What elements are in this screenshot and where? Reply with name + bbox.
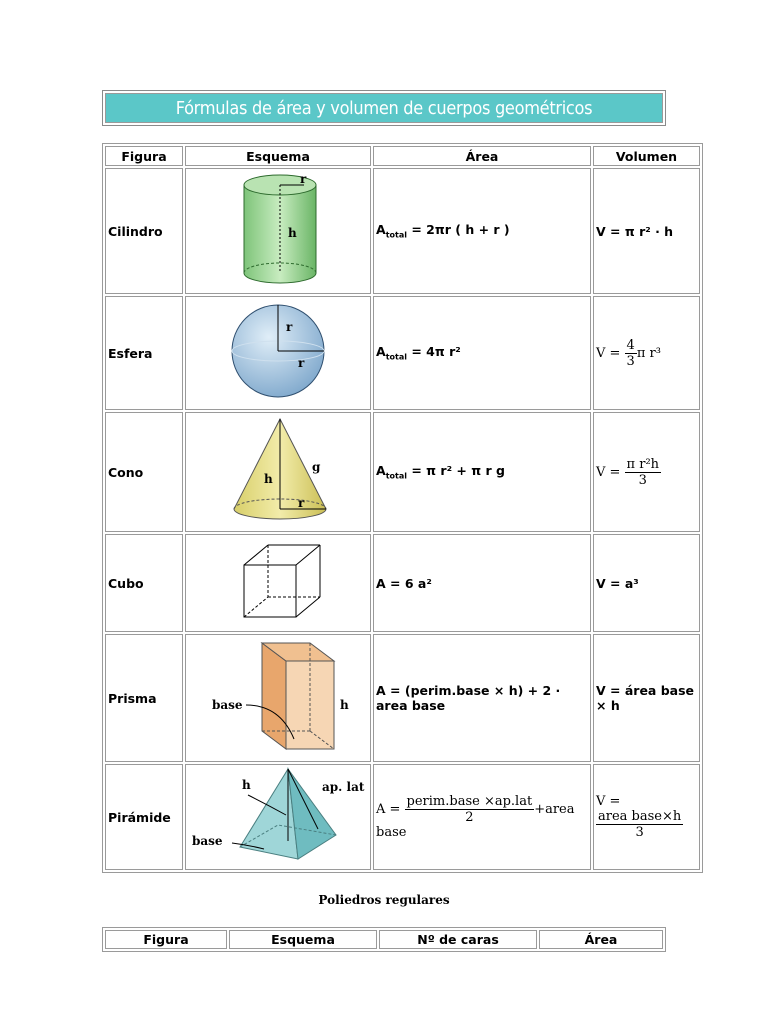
prism-diagram: [185, 634, 371, 762]
table-row: [105, 296, 700, 410]
header-caras: Nº de caras: [379, 930, 537, 949]
label-g: g: [312, 460, 321, 474]
page-title: Fórmulas de área y volumen de cuerpos geométricos: [105, 93, 663, 123]
volume-formula: V = $\frac{\text{π r²h}}{3}$: [593, 412, 700, 532]
figure-name: Cilindro: [105, 168, 183, 294]
cylinder-diagram: [185, 168, 371, 294]
table-row: [105, 168, 700, 294]
header-figura: Figura: [105, 146, 183, 166]
title-box: [102, 90, 666, 126]
area-formula: $A_{total} = \pi$ r² + π r g: [373, 412, 591, 532]
label-h: h: [340, 698, 349, 712]
label-h: h: [242, 778, 251, 792]
header-volumen: Volumen: [593, 146, 700, 166]
pyramid-diagram: [185, 764, 371, 870]
area-formula: $A_{total} = 4\pi$ r²: [373, 296, 591, 410]
area-formula: A = $\frac{\text{perim.base ×ap.lat}}{2}$ +area base: [373, 764, 591, 870]
poliedros-title: Poliedros regulares: [318, 893, 450, 907]
table-row: [105, 634, 700, 762]
label-r: r: [298, 356, 305, 370]
sphere-diagram: [185, 296, 371, 410]
figure-name: Pirámide: [105, 764, 183, 870]
label-r: r: [298, 496, 305, 510]
table-row: [105, 534, 700, 632]
label-r: r: [286, 320, 293, 334]
header-esquema: Esquema: [229, 930, 377, 949]
figure-name: Cono: [105, 412, 183, 532]
figure-name: Esfera: [105, 296, 183, 410]
cube-diagram: [185, 534, 371, 632]
formulas-table: [102, 143, 703, 873]
volume-formula: V = a³: [593, 534, 700, 632]
label-h: h: [264, 472, 273, 486]
header-area: Área: [373, 146, 591, 166]
table-header-row: [105, 146, 700, 166]
table-header-row: [105, 930, 663, 949]
area-formula: A = (perim.base × h) + 2 · area base: [373, 634, 591, 762]
poliedros-table: [102, 927, 666, 952]
header-area: Área: [539, 930, 663, 949]
label-base: base: [212, 698, 243, 712]
label-h: h: [288, 226, 297, 240]
area-formula: $A_{total} = 2\pi r$ ( h + r ): [373, 168, 591, 294]
label-aplat: ap. lat: [322, 780, 365, 794]
volume-formula: V = π r² · h: [593, 168, 700, 294]
figure-name: Cubo: [105, 534, 183, 632]
header-esquema: Esquema: [185, 146, 371, 166]
label-r: r: [300, 172, 307, 186]
volume-formula: V = $\frac{4}{3}$ π r³: [593, 296, 700, 410]
label-base: base: [192, 834, 223, 848]
cone-diagram: [185, 412, 371, 532]
table-row: [105, 764, 700, 870]
figure-name: Prisma: [105, 634, 183, 762]
volume-formula: V = área base × h: [593, 634, 700, 762]
header-figura: Figura: [105, 930, 227, 949]
volume-formula: V = $\frac{\text{area base×h}}{3}$: [593, 764, 700, 870]
table-row: [105, 412, 700, 532]
area-formula: A = 6 a²: [373, 534, 591, 632]
